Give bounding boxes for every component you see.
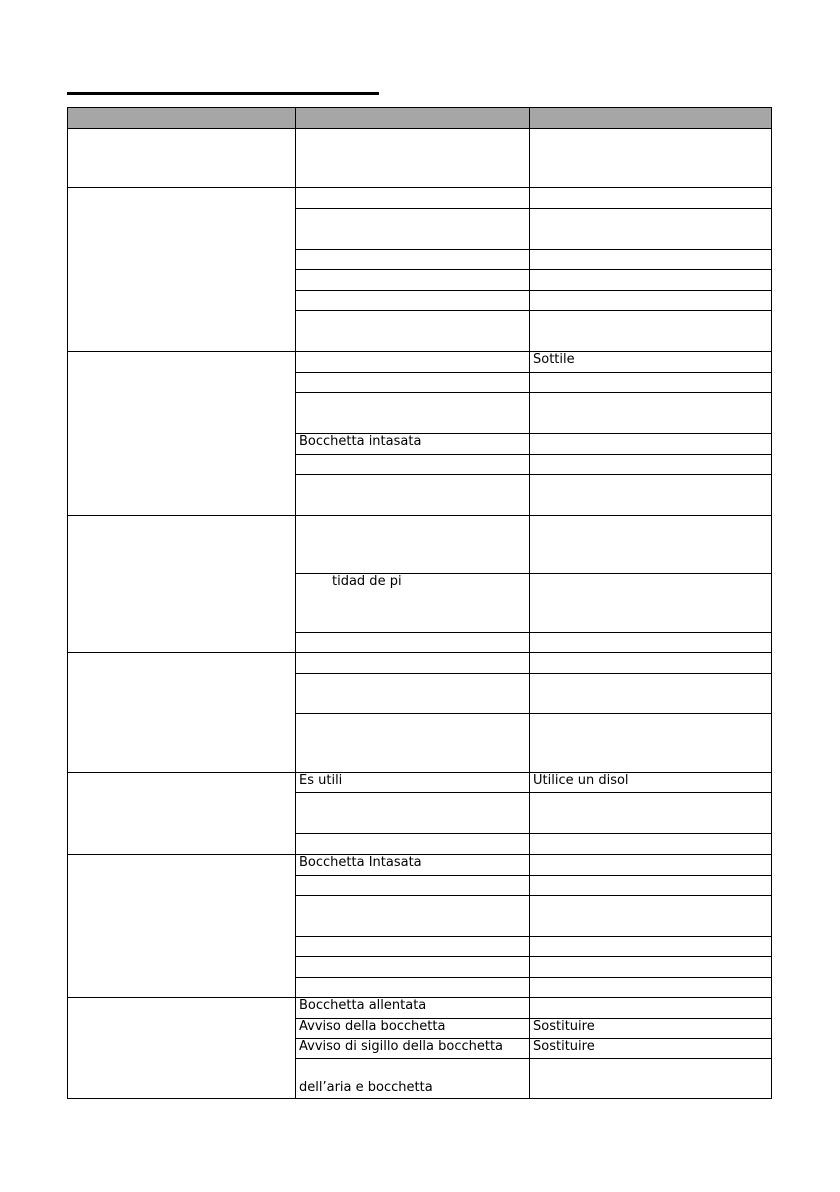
cause-cell <box>296 352 530 373</box>
cause-cell <box>296 957 530 978</box>
cause-cell <box>296 937 530 957</box>
solution-cell <box>530 574 772 633</box>
cause-cell: tidad de pi <box>296 574 530 633</box>
problem-cell <box>68 188 296 352</box>
problem-cell <box>68 516 296 653</box>
solution-cell <box>530 373 772 393</box>
cause-cell <box>296 188 530 209</box>
cause-cell <box>296 129 530 188</box>
solution-cell <box>530 455 772 475</box>
cause-cell <box>296 209 530 250</box>
solution-cell <box>530 855 772 876</box>
problem-cell <box>68 653 296 773</box>
problem-cell <box>68 352 296 516</box>
cause-cell <box>296 793 530 834</box>
table-row <box>68 129 772 188</box>
solution-cell <box>530 291 772 311</box>
solution-cell <box>530 876 772 896</box>
cause-cell: Bocchetta allentata <box>296 998 530 1019</box>
solution-cell <box>530 937 772 957</box>
solution-cell <box>530 270 772 291</box>
solution-cell: Utilice un disol <box>530 773 772 793</box>
solution-cell <box>530 516 772 574</box>
solution-cell <box>530 475 772 516</box>
solution-cell <box>530 896 772 937</box>
cause-cell <box>296 270 530 291</box>
cause-cell <box>296 455 530 475</box>
problem-cell <box>68 773 296 855</box>
cause-cell <box>296 291 530 311</box>
cause-cell <box>296 475 530 516</box>
cause-cell <box>296 834 530 855</box>
table-row <box>68 855 772 876</box>
solution-cell <box>530 434 772 455</box>
solution-cell <box>530 714 772 773</box>
header-cause <box>296 108 530 129</box>
cause-cell <box>296 633 530 653</box>
solution-cell <box>530 957 772 978</box>
cause-cell: Avviso di sigillo della bocchetta <box>296 1039 530 1059</box>
troubleshooting-table <box>67 107 772 1099</box>
problem-cell <box>68 855 296 998</box>
cause-cell <box>296 653 530 674</box>
title-underline <box>67 92 379 95</box>
solution-cell: Sostituire <box>530 1039 772 1059</box>
cause-cell <box>296 311 530 352</box>
cause-cell <box>296 516 530 574</box>
solution-cell <box>530 978 772 998</box>
solution-cell <box>530 393 772 434</box>
solution-cell <box>530 998 772 1019</box>
cause-cell <box>296 714 530 773</box>
cause-cell: Bocchetta Intasata <box>296 855 530 876</box>
solution-cell <box>530 1059 772 1099</box>
table-row <box>68 352 772 373</box>
cause-cell: Es utili <box>296 773 530 793</box>
solution-cell: Sostituire <box>530 1019 772 1039</box>
solution-cell <box>530 633 772 653</box>
table-row <box>68 773 772 793</box>
solution-cell: Sottile <box>530 352 772 373</box>
solution-cell <box>530 311 772 352</box>
table-row <box>68 653 772 674</box>
solution-cell <box>530 793 772 834</box>
problem-cell <box>68 129 296 188</box>
header-row <box>68 108 772 129</box>
cause-cell <box>296 373 530 393</box>
solution-cell <box>530 209 772 250</box>
solution-cell <box>530 653 772 674</box>
cause-cell <box>296 250 530 270</box>
problem-cell <box>68 998 296 1099</box>
table-row <box>68 188 772 209</box>
cause-cell <box>296 896 530 937</box>
solution-cell <box>530 188 772 209</box>
cause-cell <box>296 674 530 714</box>
solution-cell <box>530 834 772 855</box>
cause-cell: Bocchetta intasata <box>296 434 530 455</box>
solution-cell <box>530 674 772 714</box>
cause-cell: Avviso della bocchetta <box>296 1019 530 1039</box>
table-row <box>68 998 772 1019</box>
table-row <box>68 516 772 574</box>
header-problem <box>68 108 296 129</box>
header-solution <box>530 108 772 129</box>
cause-cell <box>296 393 530 434</box>
solution-cell <box>530 129 772 188</box>
cause-cell <box>296 978 530 998</box>
cause-cell: dell’aria e bocchetta <box>296 1059 530 1099</box>
cause-cell <box>296 876 530 896</box>
solution-cell <box>530 250 772 270</box>
